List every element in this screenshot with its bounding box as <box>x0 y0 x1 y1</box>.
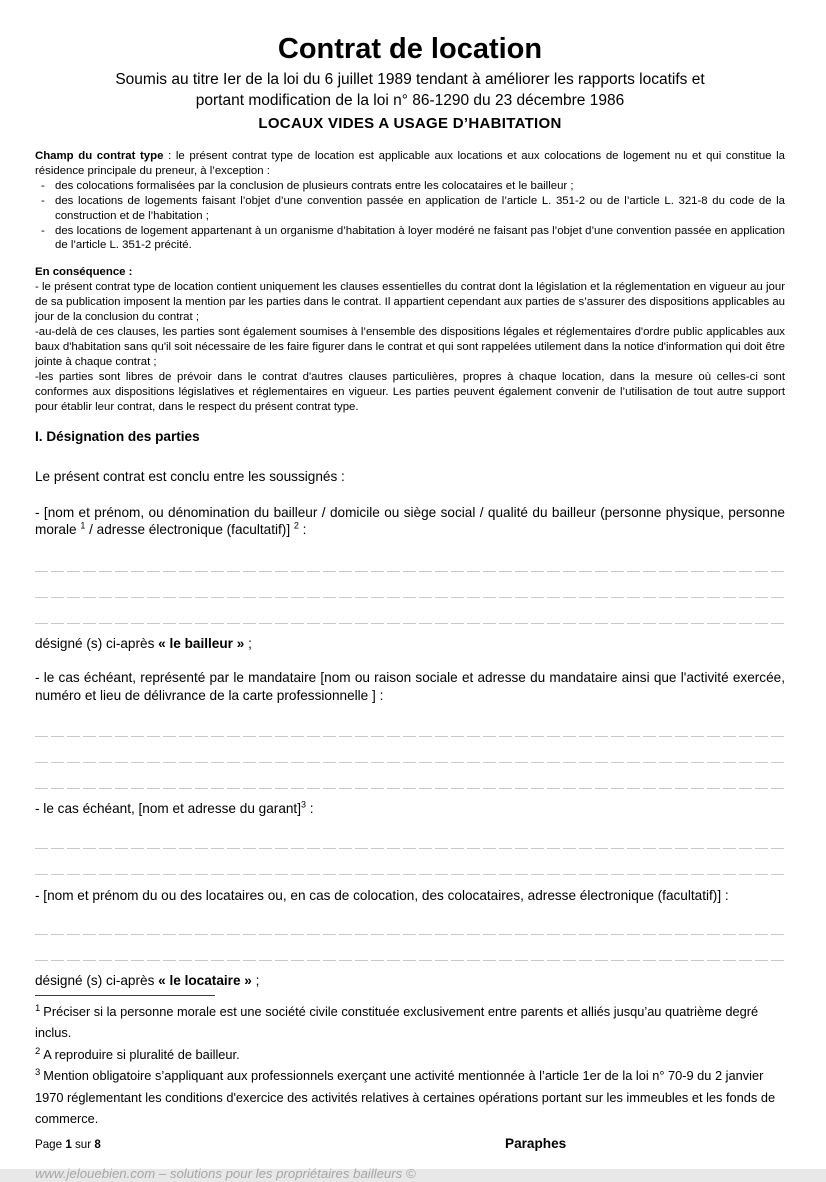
garant-text-part-2: : <box>306 801 314 817</box>
scope-exceptions-list <box>35 179 785 254</box>
consequence-item-3: -les parties sont libres de prévoir dans le contrat d'autres clauses particulières, propres à chaque location, dans la mesure où celles-ci sont conformes aux dispositions législatives et réglementaires en vigueur. Les parties peuvent également convenir de l’utilisation de tout autre support pour établir leur contrat, dans le respect du présent contrat type. <box>35 370 785 413</box>
consequence-item-1: - le présent contrat type de location contient uniquement les clauses essentielles du contrat dont la législation et la réglementation en vigueur au jour de sa publication imposent la mention par les parties dans le contrat. Il appartient cependant aux parties de s’assurer des dispositions applicables au jour de la conclusion du contrat ; <box>35 281 785 324</box>
garant-paragraph <box>35 800 785 818</box>
list-item-exception-2: - des locations de logements faisant l’objet d’une convention passée en application de l’article L. 351-2 ou de l’article L. 321-8 du code de la construction et de l’habitation ; <box>55 194 785 224</box>
bailleur-text-part-2: / adresse électronique (facultatif)] <box>85 522 294 538</box>
paraphes-label: Paraphes <box>505 1135 567 1151</box>
footnote-text-1: Préciser si la personne morale est une société civile constituée exclusivement entre parents et alliés jusqu’au quatrième degré inclus. <box>35 1003 759 1041</box>
page-number: 1 <box>65 1137 72 1151</box>
scope-text: : le présent contrat type de location est applicable aux locations et aux colocations de logement nu et qui constitue la résidence principale du preneur, à l’exception : <box>35 150 785 177</box>
page-number-label <box>35 1138 101 1151</box>
garant-text-part-1: - le cas échéant, [nom et adresse du garant] <box>35 801 301 817</box>
locataire-designation-line <box>35 972 785 990</box>
footnote-number-1: 1 <box>35 1002 41 1014</box>
fill-in-line <box>35 960 785 961</box>
website-footer: www.jelouebien.com – solutions pour les propriétaires bailleurs © <box>35 1165 416 1181</box>
footnote-3 <box>35 1065 785 1130</box>
fill-in-line <box>35 762 785 763</box>
document-type-heading: LOCAUX VIDES A USAGE D’HABITATION <box>258 115 562 132</box>
footnote-ref-1: 1 <box>80 520 86 531</box>
footnote-text-2: A reproduire si pluralité de bailleur. <box>43 1046 240 1062</box>
footnote-1 <box>35 1001 785 1044</box>
locataire-paragraph: - [nom et prénom du ou des locataires ou, en cas de colocation, des colocataires, adresse électronique (facultatif)] : <box>35 887 729 903</box>
fill-in-line <box>35 623 785 624</box>
subtitle-line-1: Soumis au titre Ier de la loi du 6 juillet 1989 tendant à améliorer les rapports locatifs et <box>115 71 705 88</box>
page-word: Page <box>35 1137 66 1151</box>
designation-prefix: désigné (s) ci-après <box>35 973 159 989</box>
list-item-exception-1: - des colocations formalisées par la conclusion de plusieurs contrats entre les colocataires et le bailleur ; <box>55 179 785 194</box>
designation-suffix: ; <box>244 635 252 651</box>
mandataire-paragraph: - le cas échéant, représenté par le mandataire [nom ou raison sociale et adresse du mandataire ainsi que l'activité exercée, numéro et lieu de délivrance de la carte professionnelle ] : <box>35 670 785 703</box>
page-title: Contrat de location <box>277 33 543 65</box>
subtitle-line-2: portant modification de la loi n° 86-1290 du 23 décembre 1986 <box>195 92 625 109</box>
bailleur-designation-line <box>35 635 785 653</box>
consequence-label: En conséquence : <box>35 266 133 279</box>
scope-label: Champ du contrat type <box>35 150 164 162</box>
page-total: 8 <box>94 1137 101 1151</box>
fill-in-line <box>35 934 785 935</box>
scope-paragraph <box>35 149 785 179</box>
footnote-2 <box>35 1044 785 1066</box>
fill-in-line <box>35 597 785 598</box>
page-footer <box>35 1136 785 1154</box>
fill-in-line <box>35 848 785 849</box>
bailleur-text-part-1: - [nom et prénom, ou dénomination du bailleur / domicile ou siège social / qualité du bailleur (personne physique, personne morale <box>35 504 785 538</box>
bailleur-paragraph <box>35 504 785 539</box>
footnote-number-3: 3 <box>35 1067 41 1079</box>
contract-intro-line: Le présent contrat est conclu entre les soussignés : <box>35 469 345 485</box>
fill-in-line <box>35 788 785 789</box>
fill-in-line <box>35 736 785 737</box>
designation-prefix: désigné (s) ci-après <box>35 635 159 651</box>
footnote-separator <box>35 995 215 996</box>
footnote-ref-3: 3 <box>301 799 307 810</box>
designation-term-bailleur: « le bailleur » <box>158 635 245 651</box>
bailleur-text-part-3: : <box>298 522 307 538</box>
sur-word: sur <box>71 1137 95 1151</box>
fill-in-line <box>35 571 785 572</box>
footnote-ref-2: 2 <box>293 520 299 531</box>
consequence-item-2: -au-delà de ces clauses, les parties sont également soumises à l’ensemble des dispositions légales et réglementaires d'ordre public applicables aux baux d'habitation sans qu'il soit nécessaire de les faire figurer dans le contrat et qui sont rappelées utilement dans la notice d'information qui doit être jointe à chaque contrat ; <box>35 325 785 368</box>
designation-term-locataire: « le locataire » <box>158 973 252 989</box>
section-heading-designation-parties: I. Désignation des parties <box>35 429 200 445</box>
designation-suffix: ; <box>251 973 260 989</box>
list-item-exception-3: - des locations de logement appartenant à un organisme d’habitation à loyer modéré ne faisant pas l’objet d’une convention passée en application de l’article L. 351-2 précité. <box>55 224 785 254</box>
fill-in-line <box>35 874 785 875</box>
footnote-text-3: Mention obligatoire s’appliquant aux professionnels exerçant une activité mentionnée à l’article 1er de la loi n° 70-9 du 2 janvier 1970 réglementant les conditions d'exercice des activités relatives à certaines opérations portant sur les immeubles et les fonds de commerce. <box>35 1068 776 1127</box>
footnote-number-2: 2 <box>35 1045 41 1057</box>
